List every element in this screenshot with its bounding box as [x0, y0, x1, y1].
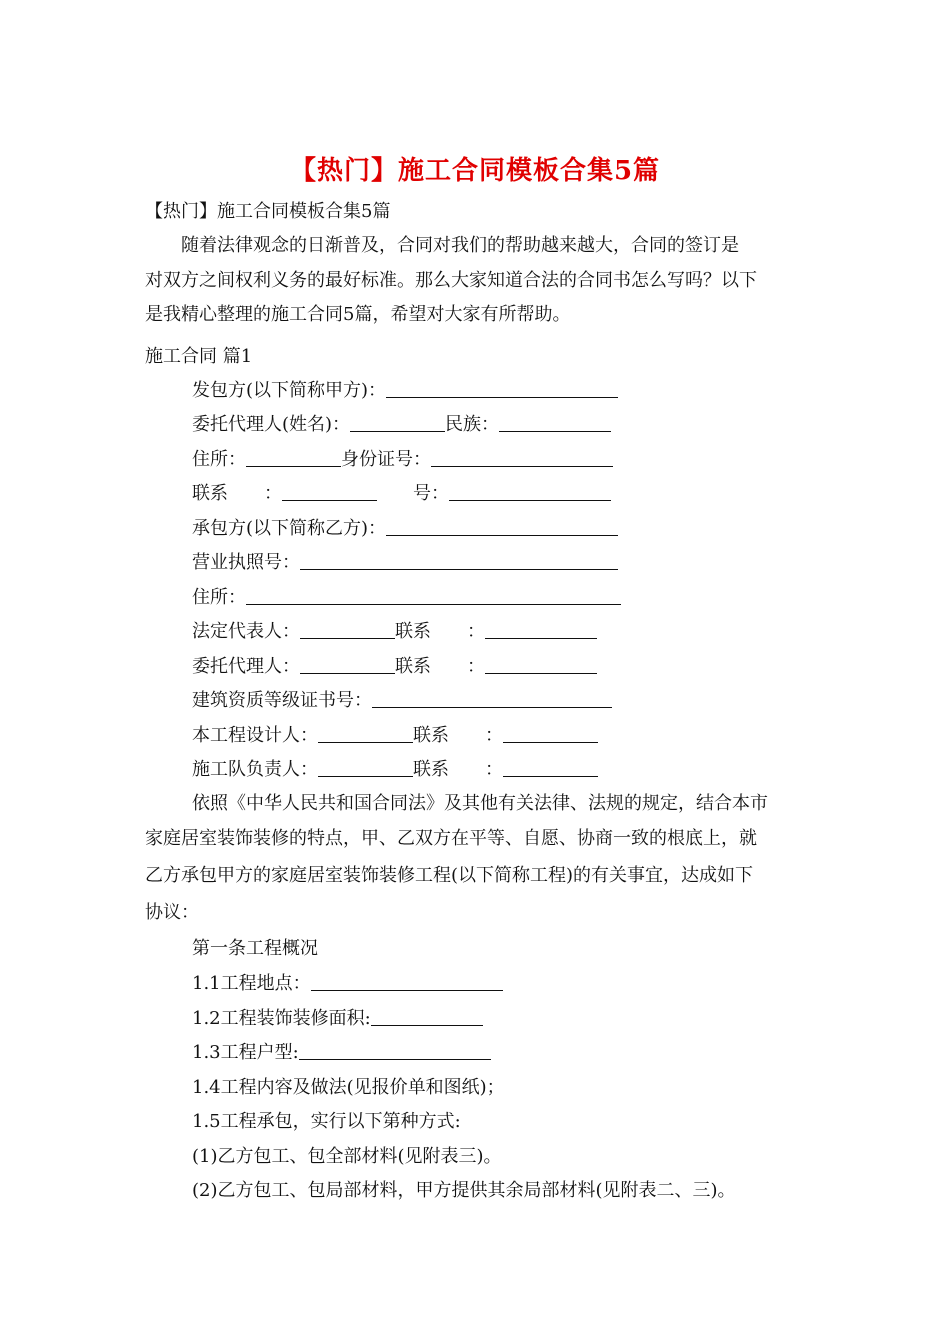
field-team-leader [192, 753, 598, 787]
blank-line [300, 655, 395, 674]
field-label: 委托代理人(姓名)： [192, 414, 351, 435]
field-label: 法定代表人： [192, 621, 300, 642]
field-party-a [192, 374, 618, 408]
intro-line-3: 是我精心整理的施工合同5篇，希望对大家有所帮助。 [145, 304, 571, 325]
field-contact-a [192, 477, 611, 511]
intro-line-1: 随着法律观念的日渐普及，合同对我们的帮助越来越大，合同的签订是 [145, 235, 739, 256]
blank-line [350, 413, 445, 432]
blank-line [300, 551, 618, 570]
field-license [192, 546, 618, 580]
field-party-b [192, 512, 618, 546]
field-label: 建筑资质等级证书号： [192, 690, 372, 711]
field-label: 联系 ： [413, 759, 503, 780]
basis-line-2: 家庭居室装饰装修的特点，甲、乙双方在平等、自愿、协商一致的根底上，就 [145, 828, 757, 849]
blank-line [318, 758, 413, 777]
field-label: 联系 ： [192, 483, 282, 504]
blank-line [485, 655, 597, 674]
field-label: 施工队负责人： [192, 759, 318, 780]
field-qualification [192, 684, 612, 718]
blank-line [485, 620, 597, 639]
field-label: 联系 ： [413, 725, 503, 746]
field-label: 承包方(以下简称乙方)： [192, 518, 387, 539]
option-1: (1)乙方包工、包全部材料(见附表三)。 [192, 1146, 502, 1167]
item-1-1 [192, 967, 503, 1001]
field-label: 营业执照号： [192, 552, 300, 573]
item-label: 1.1工程地点： [192, 973, 311, 994]
field-label: 本工程设计人： [192, 725, 318, 746]
item-label: 1.2工程装饰装修面积: [192, 1008, 371, 1029]
section-heading: 施工合同 篇1 [145, 346, 253, 367]
blank-line [499, 413, 611, 432]
blank-line [311, 972, 503, 991]
option-2: (2)乙方包工、包局部材料，甲方提供其余局部材料(见附表二、三)。 [192, 1180, 736, 1201]
blank-line [299, 1041, 491, 1060]
field-label: 号： [377, 483, 449, 504]
basis-line-4: 协议： [145, 902, 199, 923]
field-label: 联系 ： [395, 656, 485, 677]
field-label: 民族： [445, 414, 500, 435]
basis-line-3: 乙方承包甲方的家庭居室装饰装修工程(以下简称工程)的有关事宜，达成如下 [145, 865, 754, 886]
basis-line-1: 依照《中华人民共和国合同法》及其他有关法律、法规的规定，结合本市 [192, 793, 768, 814]
blank-line [246, 586, 621, 605]
article-heading: 第一条工程概况 [192, 938, 318, 959]
field-label: 住所： [192, 587, 246, 608]
field-agent-name [192, 408, 611, 442]
intro-line-2: 对双方之间权利义务的最好标准。那么大家知道合法的合同书怎么写吗？以下 [145, 270, 757, 291]
blank-line [449, 482, 611, 501]
blank-line [300, 620, 395, 639]
field-address-b [192, 581, 621, 615]
blank-line [386, 379, 618, 398]
document-title: 【热门】施工合同模板合集5篇 [289, 156, 661, 186]
item-1-2 [192, 1002, 483, 1036]
blank-line [372, 689, 612, 708]
blank-line [503, 758, 598, 777]
document-subtitle: 【热门】施工合同模板合集5篇 [145, 201, 391, 222]
item-label: 1.3工程户型: [192, 1042, 299, 1063]
field-label: 身份证号： [341, 449, 431, 470]
blank-line [318, 724, 413, 743]
blank-line [431, 448, 613, 467]
item-1-5: 1.5工程承包，实行以下第种方式: [192, 1111, 461, 1132]
blank-line [386, 517, 618, 536]
field-label: 住所： [192, 449, 246, 470]
field-legal-rep [192, 615, 597, 649]
item-1-3 [192, 1036, 491, 1070]
field-label: 联系 ： [395, 621, 485, 642]
field-address [192, 443, 613, 477]
field-label: 委托代理人： [192, 656, 300, 677]
field-designer [192, 719, 598, 753]
blank-line [246, 448, 341, 467]
blank-line [282, 482, 377, 501]
field-label: 发包方(以下简称甲方)： [192, 380, 387, 401]
blank-line [371, 1007, 483, 1026]
item-1-4: 1.4工程内容及做法(见报价单和图纸)； [192, 1077, 505, 1098]
blank-line [503, 724, 598, 743]
field-agent-b [192, 650, 597, 684]
